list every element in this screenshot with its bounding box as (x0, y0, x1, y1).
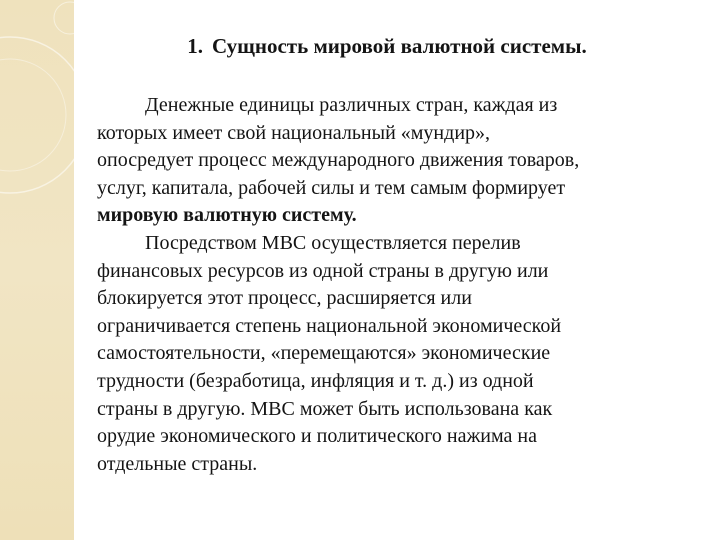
slide-title (0, 34, 720, 59)
paragraph2-line: ограничивается степень национальной экономической (97, 314, 562, 337)
title-text: Сущность мировой валютной системы. (212, 34, 587, 58)
paragraph1-line: услуг, капитала, рабочей силы и тем самым формирует (97, 176, 566, 199)
paragraph2-line: страны в другую. МВС может быть использована как (97, 397, 553, 420)
paragraph1-line: опосредует процесс международного движения товаров, (97, 149, 580, 172)
paragraph1-line: которых имеет свой национальный «мундир», (97, 121, 491, 144)
paragraph1-line: Денежные единицы различных стран, каждая из (145, 94, 558, 116)
title-number: 1. (187, 34, 203, 58)
paragraph2-line: орудие экономического и политического нажима на (97, 425, 537, 448)
paragraph1-bold-line: мировую валютную систему. (97, 204, 357, 227)
slide-body (97, 92, 697, 478)
paragraph2-line: трудности (безработица, инфляция и т. д.) из одной (97, 369, 534, 392)
paragraph2-line: отдельные страны. (97, 452, 258, 475)
paragraph2-line: финансовых ресурсов из одной страны в другую или (97, 259, 549, 282)
paragraph2-line: Посредством МВС осуществляется перелив (145, 231, 521, 254)
paragraph2-line: блокируется этот процесс, расширяется или (97, 287, 472, 310)
paragraph2-line: самостоятельности, «перемещаются» экономические (97, 342, 551, 365)
side-decoration-band (0, 0, 74, 540)
